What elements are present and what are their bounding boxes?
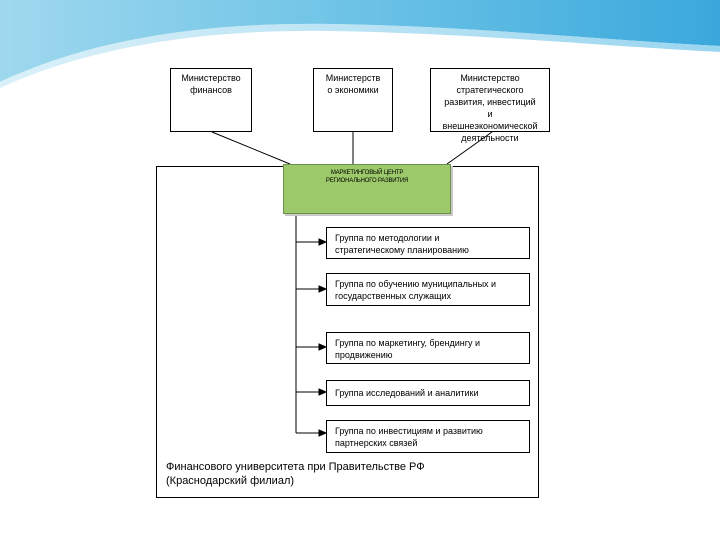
- group-methodology-label: Группа по методологии и стратегическому планированию: [335, 233, 469, 255]
- group-marketing-box: [326, 332, 530, 364]
- connector-ministry-1: [212, 132, 290, 164]
- ministry-strategic-development-label: Министерство стратегического развития, инвестиций и внешнеэкономической деятельности: [442, 73, 538, 143]
- ministry-finance-box: [170, 68, 252, 132]
- group-investment-label: Группа по инвестициям и развитию партнерских связей: [335, 426, 483, 448]
- ministry-economy-box: [313, 68, 393, 132]
- group-research-box: [326, 380, 530, 406]
- footer-caption: Финансового университета при Правительстве РФ (Краснодарский филиал): [166, 461, 425, 487]
- group-research-label: Группа исследований и аналитики: [335, 388, 479, 398]
- marketing-center-label: МАРКЕТИНГОВЫЙ ЦЕНТР РЕГИОНАЛЬНОГО РАЗВИТИЯ: [325, 170, 409, 184]
- ministry-economy-label: Министерств о экономики: [325, 73, 381, 95]
- marketing-center-box: [283, 164, 451, 214]
- group-marketing-label: Группа по маркетингу, брендингу и продвижению: [335, 338, 481, 360]
- group-training-label: Группа по обучению муниципальных и государственных служащих: [335, 279, 497, 301]
- ministry-finance-label: Министерство финансов: [181, 73, 241, 95]
- group-training-box: [326, 273, 530, 306]
- group-investment-box: [326, 420, 530, 453]
- group-methodology-box: [326, 227, 530, 259]
- ministry-strategic-development-box: [430, 68, 550, 143]
